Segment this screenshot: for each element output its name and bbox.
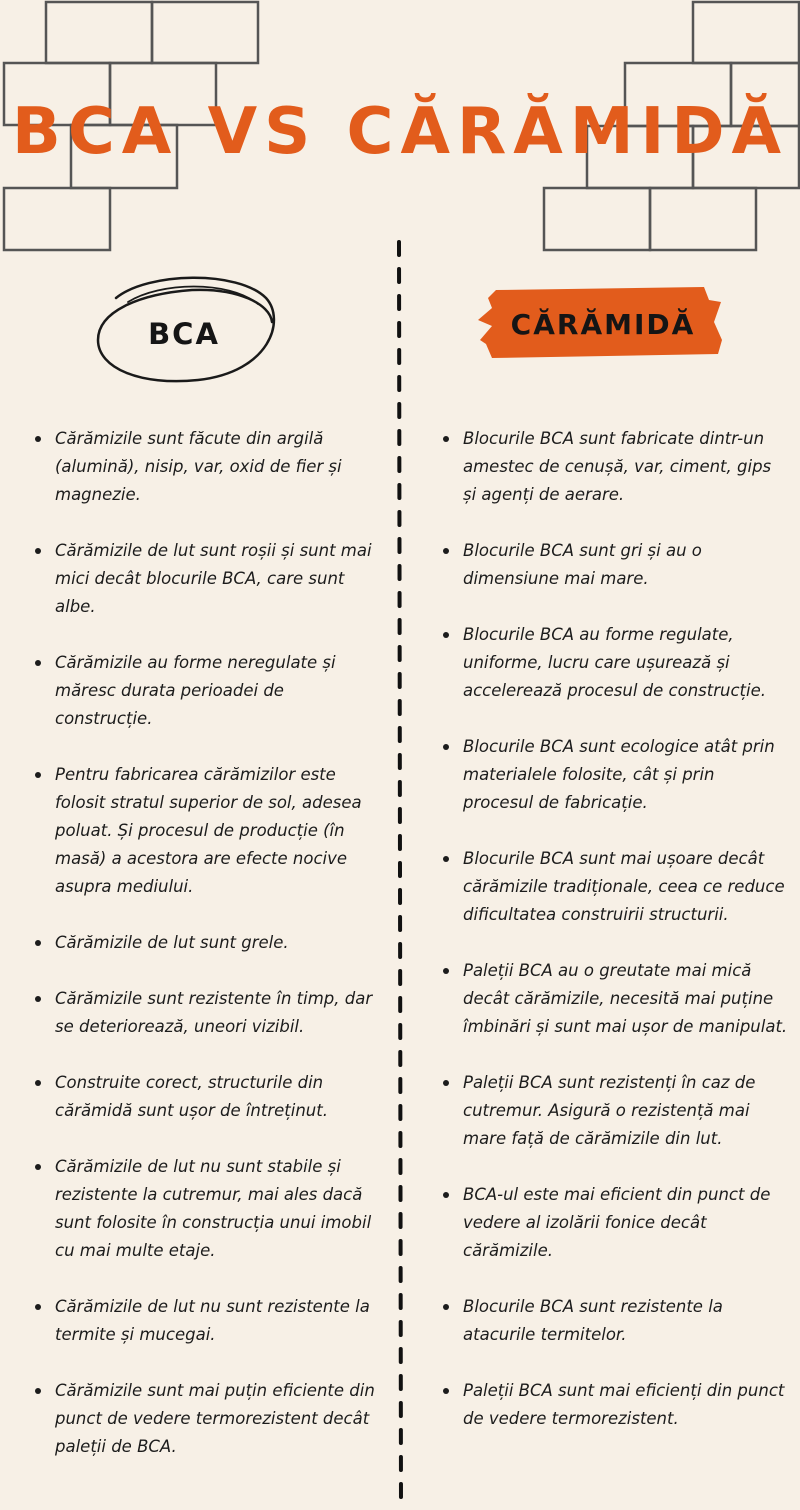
column-divider	[390, 240, 410, 1510]
list-item: Blocurile BCA sunt ecologice atât prin materialele folosite, cât și prin procesul de fabricație.	[442, 733, 788, 817]
list-item: Blocurile BCA sunt mai ușoare decât cărămizile tradiționale, ceea ce reduce dificultatea construirii structurii.	[442, 845, 788, 929]
caramida-heading-badge	[478, 282, 728, 362]
list-item: BCA-ul este mai eficient din punct de vedere al izolării fonice decât cărămizile.	[442, 1181, 788, 1265]
list-item: Blocurile BCA sunt rezistente la atacurile termitelor.	[442, 1293, 788, 1349]
bca-heading-badge	[88, 268, 280, 388]
list-item: Construite corect, structurile din cărămidă sunt ușor de întreținut.	[34, 1069, 384, 1125]
list-item: Paleții BCA sunt mai eficienți din punct de vedere termorezistent.	[442, 1377, 788, 1433]
caramida-facts-list	[442, 425, 788, 1461]
list-item: Cărămizile sunt rezistente în timp, dar se deteriorează, uneori vizibil.	[34, 985, 384, 1041]
list-item: Cărămizile sunt mai puțin eficiente din punct de vedere termorezistent decât paleții de BCA.	[34, 1377, 384, 1461]
list-item: Blocurile BCA au forme regulate, uniforme, lucru care ușurează și accelerează procesul de construcție.	[442, 621, 788, 705]
list-item: Cărămizile de lut nu sunt stabile și rezistente la cutremur, mai ales dacă sunt folosite în construcția unui imobil cu mai multe etaje.	[34, 1153, 384, 1265]
list-item: Blocurile BCA sunt fabricate dintr-un amestec de cenușă, var, ciment, gips și agenți de aerare.	[442, 425, 788, 509]
list-item: Cărămizile sunt făcute din argilă (alumină), nisip, var, oxid de fier și magnezie.	[34, 425, 384, 509]
list-item: Cărămizile de lut sunt grele.	[34, 929, 384, 957]
list-item: Cărămizile de lut sunt roșii și sunt mai mici decât blocurile BCA, care sunt albe.	[34, 537, 384, 621]
bca-facts-list	[34, 425, 384, 1489]
list-item: Paleții BCA au o greutate mai mică decât cărămizile, necesită mai puține îmbinări și sunt mai ușor de manipulat.	[442, 957, 788, 1041]
list-item: Cărămizile au forme neregulate și măresc durata perioadei de construcție.	[34, 649, 384, 733]
list-item: Blocurile BCA sunt gri și au o dimensiune mai mare.	[442, 537, 788, 593]
page-title: BCA VS CĂRĂMIDĂ	[12, 95, 788, 169]
list-item: Paleții BCA sunt rezistenți în caz de cutremur. Asigură o rezistență mai mare față de cărămizile din lut.	[442, 1069, 788, 1153]
caramida-heading: CĂRĂMIDĂ	[510, 307, 696, 341]
list-item: Pentru fabricarea cărămizilor este folosit stratul superior de sol, adesea poluat. Și procesul de producție (în masă) a acestora are efecte nocive asupra mediului.	[34, 761, 384, 901]
bca-heading: BCA	[148, 317, 220, 351]
list-item: Cărămizile de lut nu sunt rezistente la termite și mucegai.	[34, 1293, 384, 1349]
